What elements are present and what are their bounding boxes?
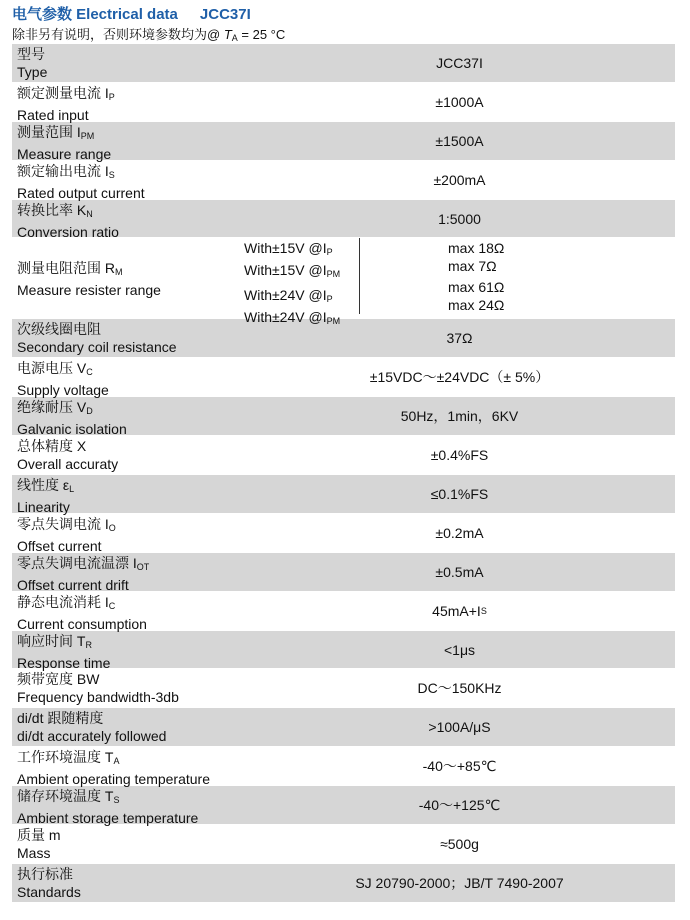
label-cn [17,476,244,498]
row-label [12,864,244,902]
max-resistance-value: max 18Ω [448,240,505,257]
value-text: ±0.5mA [435,563,484,580]
label-subscript: L [69,484,75,495]
label-en: di/dt accurately followed [17,728,167,745]
spec-row [12,358,675,397]
label-cn-text: 测量电阻范围 [17,259,105,276]
row-label [12,83,244,121]
row-label [12,319,244,357]
label-symbol: T [104,788,114,805]
label-cn-text: 转换比率 [17,201,77,218]
label-cn-text: 额定输出电流 [17,162,105,179]
value-text: ±200mA [433,171,486,188]
label-cn-text: 零点失调电流 [17,515,105,532]
label-cn [17,201,244,223]
row-label [12,669,244,707]
value-text: <1μs [443,641,476,658]
value-text: ±1500A [435,132,484,149]
row-label [12,358,244,399]
row-value [244,319,675,357]
label-symbol: I [104,84,109,101]
condition-text: With±24V @I [244,287,327,304]
label-symbol: R [104,259,116,276]
condition-item [244,287,359,309]
spec-row [12,592,675,631]
value-text: JCC37I [436,54,483,71]
condition-item [244,240,359,262]
spec-row [12,553,675,592]
label-en: Measure resister range [17,281,161,298]
note-symbol: T [223,27,232,42]
row-value [244,864,675,902]
label-cn-text: 频带宽度 [17,671,77,688]
label-cn-text: di/dt 跟随精度 [17,710,104,727]
spec-row [12,44,675,83]
row-value [244,358,675,396]
label-subscript: P [108,91,115,102]
label-subscript: C [86,367,93,378]
spec-row [12,122,675,161]
label-cn-text: 型号 [17,46,45,62]
label-symbol: BW [76,671,100,688]
label-en: Measure range [17,145,112,162]
label-cn-text: 电源电压 [17,360,77,377]
row-label [12,786,244,827]
value-text: ≤0.1%FS [430,485,489,502]
label-cn [17,398,244,420]
row-value [244,708,675,746]
row-label [12,44,244,82]
label-subscript: O [108,522,116,533]
value-text: ±0.4%FS [430,447,489,464]
label-en: Response time [17,654,111,671]
label-cn-text: 工作环境温度 [17,749,105,766]
label-en: Ambient storage temperature [17,810,199,827]
label-symbol: V [76,399,87,416]
row-label [12,553,244,591]
value-text: ±1000A [435,93,484,110]
value-text: 45mA+I [432,602,481,619]
label-en: Rated output current [17,184,145,201]
row-label [12,514,244,552]
value-text: ±15VDC～±24VDC（± 5%） [369,369,550,386]
label-cn [17,515,244,537]
spec-row [12,864,675,903]
value-text: SJ 20790-2000；JB/T 7490-2007 [355,874,564,891]
label-subscript: PM [80,130,95,141]
condition-subscript: P [326,294,333,305]
spec-row [12,83,675,122]
label-cn [17,320,244,338]
condition-text: With±24V @I [244,308,327,325]
value-text: 50Hz，1min，6KV [400,408,519,425]
label-cn-text: 储存环境温度 [17,788,105,805]
label-en: Current consumption [17,615,147,632]
row-label [12,200,244,238]
note-subscript: A [231,33,238,43]
label-cn [17,709,244,727]
label-subscript: D [86,406,93,417]
label-cn-text: 总体精度 [17,438,77,455]
max-resistance-value: max 61Ω [448,279,505,296]
label-en: Type [17,64,48,80]
label-cn-text: 零点失调电流温漂 [17,554,133,571]
label-en: Overall accuraty [17,456,119,473]
spec-row [12,475,675,514]
spec-row [12,747,675,786]
row-label [12,238,244,318]
label-cn-text: 线性度 [17,477,63,494]
label-en: Frequency bandwidth-3db [17,689,179,706]
row-label [12,161,244,199]
label-cn [17,787,244,809]
value-subscript: S [480,605,487,616]
label-en: Rated input [17,106,89,123]
label-en: Mass [17,845,51,862]
spec-row [12,397,675,436]
label-symbol: I [132,554,137,571]
label-cn [17,826,244,844]
row-label [12,475,244,516]
label-cn-text: 质量 [17,827,49,844]
label-en: Conversion ratio [17,223,119,240]
spec-row [12,669,675,708]
label-subscript: A [113,756,120,767]
row-value [244,436,675,474]
row-value [244,669,675,707]
label-subscript: OT [136,561,150,572]
label-cn [17,259,123,281]
row-value [244,397,675,435]
row-value [244,475,675,513]
value-text: ±0.2mA [435,524,484,541]
label-cn-text: 静态电流消耗 [17,593,105,610]
row-label [12,397,244,438]
row-value [244,122,675,160]
spec-row [12,161,675,200]
label-cn [17,593,244,615]
label-en: Galvanic isolation [17,421,127,438]
label-cn [17,45,244,63]
label-symbol: X [76,438,87,455]
label-cn [17,748,244,770]
condition-text: With±15V @I [244,261,327,278]
label-cn [17,554,244,576]
label-en: Offset current drift [17,576,129,593]
condition-text: With±15V @I [244,240,327,257]
row-value [244,44,675,82]
label-symbol: m [48,827,61,844]
row-value [244,514,675,552]
value-text: -40～+85℃ [422,758,497,775]
label-subscript: M [115,266,123,277]
label-symbol: ε [62,477,70,494]
spec-row [12,708,675,747]
note-suffix: = 25 °C [237,27,286,42]
spec-row [12,825,675,864]
label-cn [17,359,244,381]
row-label [12,747,244,788]
title-text: 电气参数 Electrical data [12,6,178,23]
spec-row [12,319,675,358]
row-value [244,553,675,591]
row-value [244,747,675,785]
spec-row [12,631,675,670]
resistance-conditions [244,238,675,326]
value-text: >100A/μS [428,719,491,736]
row-label [12,122,244,160]
label-en: Linearity [17,499,70,516]
label-en: Standards [17,883,81,900]
row-value [244,786,675,824]
page-title [12,3,251,24]
value-text: 37Ω [446,330,473,347]
spec-row [12,786,675,825]
condition-subscript: P [326,247,333,258]
label-symbol: T [76,632,86,649]
condition-subscript: PM [326,315,341,326]
label-cn-text: 执行标准 [17,865,73,882]
value-text: ≈500g [440,835,479,852]
max-resistance-value: max 7Ω [448,257,497,274]
label-subscript: S [108,169,115,180]
label-symbol: I [104,515,109,532]
row-value [244,592,675,630]
label-subscript: C [108,600,116,611]
label-en: Ambient operating temperature [17,771,210,788]
max-resistance-list [360,238,675,318]
row-label [12,631,244,669]
condition-list [244,238,360,326]
label-cn-text: 绝缘耐压 [17,399,77,416]
label-symbol: I [104,593,109,610]
label-subscript: R [85,639,92,650]
label-cn [17,162,244,184]
value-text: DC～150KHz [417,680,502,697]
label-cn [17,84,244,106]
row-value [244,631,675,669]
label-symbol: I [76,123,81,140]
row-label [12,825,244,863]
row-label [12,592,244,630]
row-value [244,200,675,238]
row-value [244,825,675,863]
resistance-row [12,238,675,326]
spec-table [12,44,675,903]
spec-row [12,200,675,239]
row-value [244,161,675,199]
label-cn [17,670,244,688]
label-symbol: V [76,360,87,377]
label-symbol: T [104,749,114,766]
condition-item [244,262,359,284]
max-resistance-value: max 24Ω [448,296,505,313]
label-subscript: S [113,795,120,806]
label-symbol: I [104,162,109,179]
label-subscript: N [86,208,93,219]
spec-row [12,514,675,553]
label-en: Offset current [17,537,102,554]
value-text: -40～+125℃ [418,797,501,814]
label-symbol: K [76,201,87,218]
row-value [244,83,675,121]
label-en: Supply voltage [17,382,109,399]
label-en: Secondary coil resistance [17,339,177,356]
label-cn-text: 测量范围 [17,123,77,140]
condition-subscript: PM [326,268,341,279]
model-name: JCC37I [199,6,251,23]
label-cn [17,123,244,145]
row-label [12,436,244,474]
row-label [12,708,244,746]
label-cn [17,865,244,883]
spec-row [12,436,675,475]
label-cn-text: 额定测量电流 [17,84,105,101]
ambient-note [12,24,285,43]
note-prefix: 除非另有说明，否则环境参数均为@ [12,27,224,42]
value-text: 1:5000 [438,210,481,227]
label-cn [17,437,244,455]
label-cn-text: 次级线圈电阻 [17,321,101,338]
label-cn [17,632,244,654]
label-cn-text: 响应时间 [17,632,77,649]
